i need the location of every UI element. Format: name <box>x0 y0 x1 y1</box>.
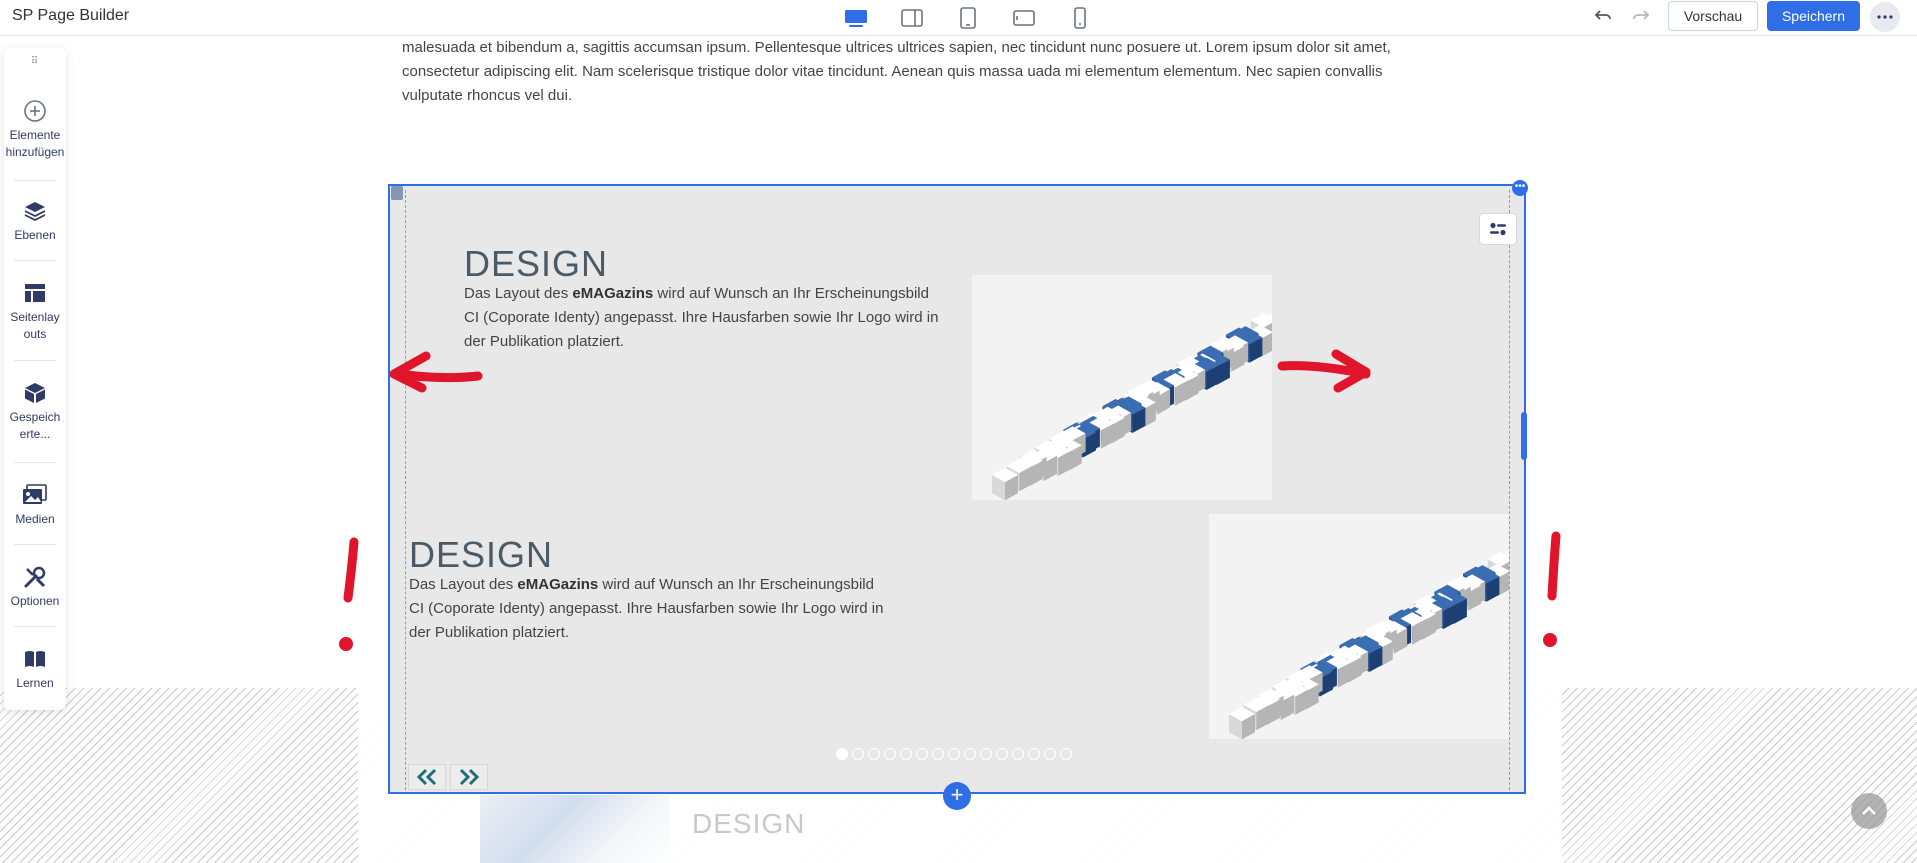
mobile-icon <box>1072 7 1088 29</box>
section-resize-handle[interactable] <box>1521 412 1527 460</box>
paragraph-line: consectetur adipiscing elit. Nam scelerisque tristique dolor vitae tincidunt. Aenean quis massa uada mi elementum elementum. Nec sapien convallis <box>402 63 1383 80</box>
media-icon <box>22 484 48 506</box>
slider-dot[interactable] <box>980 748 992 760</box>
slider-dot[interactable] <box>900 748 912 760</box>
double-chevron-left-icon <box>415 768 439 786</box>
slide-title: DESIGN <box>409 534 554 575</box>
sidebar-item-label: Medien <box>15 512 55 526</box>
slider-dot[interactable] <box>948 748 960 760</box>
sidebar-item-add-elements[interactable] <box>4 98 66 161</box>
sidebar-item-label: Ebenen <box>14 228 56 242</box>
sidebar-item-label: Gespeicherte... <box>9 410 61 441</box>
slider-dot[interactable] <box>852 748 864 760</box>
desktop-icon <box>844 8 868 28</box>
slider-dot[interactable] <box>916 748 928 760</box>
add-section-button[interactable]: + <box>943 782 971 810</box>
slide-text: Das Layout des eMAGazins wird auf Wunsch an Ihr Erscheinungsbild CI (Coporate Identy) angepasst. Ihre Hausfarben sowie Ihr Logo wird in der Publikation platziert. <box>464 285 939 350</box>
layout-icon <box>23 282 47 304</box>
next-section-title: DESIGN <box>692 808 806 839</box>
sidebar-item-layers[interactable] <box>4 198 66 244</box>
slider-next-button[interactable] <box>450 764 488 790</box>
device-laptop-button[interactable] <box>884 4 940 32</box>
device-switcher <box>828 4 1108 32</box>
plus-circle-icon <box>23 99 47 123</box>
sidebar-item-label: Lernen <box>16 676 54 690</box>
builder-sidebar <box>4 48 66 710</box>
annotation-exclamation-left <box>334 536 364 656</box>
scroll-to-top-button[interactable] <box>1851 793 1887 829</box>
column-guide-right <box>1509 190 1510 790</box>
column-guide-left <box>405 190 406 790</box>
text-paragraph <box>402 36 1452 108</box>
preview-button[interactable]: Vorschau <box>1668 1 1758 31</box>
device-desktop-button[interactable] <box>828 4 884 32</box>
slider-pagination <box>836 748 1072 760</box>
redo-button[interactable] <box>1630 5 1652 27</box>
undo-button[interactable] <box>1592 5 1614 27</box>
tablet-landscape-icon <box>1012 8 1036 28</box>
slide-text: Das Layout des eMAGazins wird auf Wunsch an Ihr Erscheinungsbild CI (Coporate Identy) angepasst. Ihre Hausfarben sowie Ihr Logo wird in der Publikation platziert. <box>409 576 884 641</box>
redo-icon <box>1631 8 1651 24</box>
more-horizontal-icon <box>1877 15 1893 19</box>
slider-dot[interactable] <box>1012 748 1024 760</box>
sidebar-item-page-layouts[interactable] <box>4 280 66 343</box>
sidebar-item-media[interactable] <box>4 482 66 528</box>
undo-icon <box>1593 8 1613 24</box>
save-button[interactable]: Speichern <box>1767 1 1860 31</box>
settings-sliders-icon <box>1489 222 1507 236</box>
history-controls <box>1592 5 1652 27</box>
slider-dot[interactable] <box>1060 748 1072 760</box>
sidebar-item-learn[interactable] <box>4 646 66 692</box>
slider-dot[interactable] <box>1044 748 1056 760</box>
slider-dot[interactable] <box>1028 748 1040 760</box>
tools-icon <box>23 565 47 589</box>
top-toolbar <box>0 0 1917 36</box>
sidebar-item-label: Elemente hinzufügen <box>5 128 65 159</box>
chevron-up-icon <box>1861 806 1877 816</box>
section-settings-button[interactable] <box>1479 213 1517 245</box>
sidebar-item-label: Seitenlayouts <box>10 310 60 341</box>
sidebar-item-label: Optionen <box>10 594 60 608</box>
device-mobile-button[interactable] <box>1052 4 1108 32</box>
more-options-button[interactable] <box>1870 2 1900 32</box>
device-tablet-landscape-button[interactable] <box>996 4 1052 32</box>
slider-prev-button[interactable] <box>408 764 446 790</box>
sidebar-item-options[interactable] <box>4 564 66 610</box>
annotation-exclamation-right <box>1536 530 1566 650</box>
laptop-icon <box>900 8 924 28</box>
section-drag-handle[interactable] <box>391 186 403 200</box>
slider-dot[interactable] <box>884 748 896 760</box>
double-chevron-right-icon <box>457 768 481 786</box>
slider-dot[interactable] <box>932 748 944 760</box>
slider-dot[interactable] <box>868 748 880 760</box>
sidebar-item-saved[interactable] <box>4 380 66 443</box>
drag-grip-icon[interactable]: ⠿ <box>30 56 40 67</box>
tablet-icon <box>958 7 978 29</box>
annotation-arrow-right <box>1276 344 1376 394</box>
slider-navigation <box>408 764 488 790</box>
section-options-button[interactable]: ••• <box>1512 180 1528 196</box>
slider-dot[interactable] <box>996 748 1008 760</box>
layers-icon <box>23 200 47 222</box>
next-section-image <box>480 795 670 863</box>
paragraph-line: malesuada et bibendum a, sagittis accumsan ipsum. Pellentesque ultrices ultrices sapien, nec tincidunt nunc posuere ut. Lorem ipsum dolor sit amet, <box>402 39 1391 56</box>
book-icon <box>23 649 47 669</box>
slide-image <box>972 275 1272 500</box>
box-icon <box>23 381 47 405</box>
slide-title: DESIGN <box>464 243 609 284</box>
device-tablet-button[interactable] <box>940 4 996 32</box>
app-title: SP Page Builder <box>12 7 130 24</box>
cubes-image-1 <box>972 275 1272 500</box>
paragraph-line: vulputate rhoncus vel dui. <box>402 87 573 104</box>
cubes-image-2 <box>1209 514 1509 739</box>
slider-dot[interactable] <box>964 748 976 760</box>
slide-image <box>1209 514 1509 739</box>
annotation-arrow-left <box>386 344 486 394</box>
slider-dot[interactable] <box>836 748 848 760</box>
